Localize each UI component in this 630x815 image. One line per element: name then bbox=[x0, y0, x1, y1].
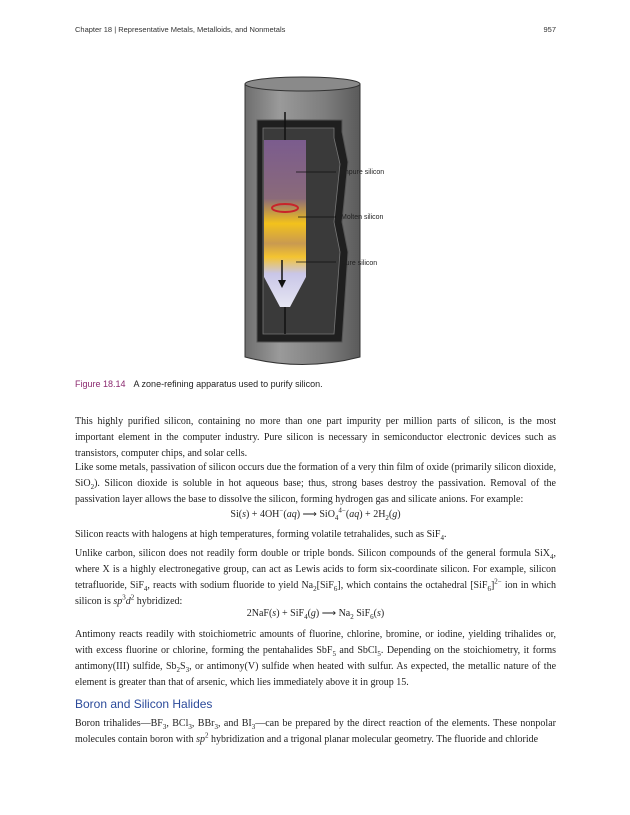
figure-number: Figure 18.14 bbox=[75, 379, 126, 389]
label-impure-silicon: Impure silicon bbox=[341, 169, 385, 176]
label-molten-silicon: Molten silicon bbox=[341, 214, 384, 221]
paragraph-2: Like some metals, passivation of silicon occurs due the formation of a very thin film of oxide (primarily silicon dioxide, SiO$_2$). Silicon dioxide is soluble in hot aqueous base; thus, strong bases destroy the passivation. Removal of the passivation layer allows the base to dissolve the silicon, forming hydrogen gas and silicate anions. For example: bbox=[75, 462, 556, 505]
figure-caption-text: A zone-refining apparatus used to purify silicon. bbox=[133, 379, 323, 389]
label-pure-silicon: Pure silicon bbox=[341, 260, 378, 267]
zone-refining-figure bbox=[230, 72, 400, 372]
figure-caption bbox=[75, 379, 323, 389]
page-number: 957 bbox=[543, 25, 556, 34]
paragraph-5: Antimony reacts readily with stoichiometric amounts of fluorine, chlorine, bromine, or iodine, yielding trihalides or, with excess fluorine or chlorine, forming the pentahalides SbF$_5$ and SbCl$_5$. Depending on the stoichiometry, it forms antimony(III) sulfide, $Sb_2S_3$, or antimony(V) sulfide when heated with sulfur. As expected, the metallic nature of the element is greater than that of arsenic, which lies immediately above it in group 15. bbox=[75, 629, 557, 688]
equation-2: 2NaF(s) + SiF$_4$(g) ⟶ $Na_2$ SiF$_6$(s) bbox=[246, 608, 385, 621]
equation-1: Si(s) + 4OH−(aq) ⟶ $SiO_4^{4-}(aq) + 2H_2(g)$ bbox=[230, 506, 401, 522]
paragraph-4: Unlike carbon, silicon does not readily form double or triple bonds. Silicon compounds of the general formula SiX$_4$, where X is a highly electronegative group, can act as Lewis acids to form six-coordinate silicon. For example, silicon tetrafluoride, SiF$_4$, reacts with sodium fluoride to yield $Na_2[SiF_6]$, which contains the octahedral $[SiF_6]^{2-}$ ion in which silicon is $sp^3d^2$ hybridized: bbox=[75, 548, 556, 607]
paragraph-6: Boron $trihalides—BF_3$, BCl$_3$, BBr$_3$, and $BI_3—can$ be prepared by the direct reaction of the elements. These nonpolar molecules contain boron with $sp^2$ hybridization and a trigonal planar molecular geometry. The fluoride and chloride bbox=[75, 718, 556, 745]
paragraph-1: This highly purified silicon, containing no more than one part impurity per million parts of silicon, is the most important element in the computer industry. Pure silicon is necessary in semiconductor electronic devices such as transistors, computer chips, and solar cells. bbox=[75, 416, 556, 459]
paragraph-3: Silicon reacts with halogens at high temperatures, forming volatile tetrahalides, such as SiF$_4$. bbox=[75, 529, 447, 542]
section-heading: Boron and Silicon Halides bbox=[75, 697, 213, 711]
running-header: Chapter 18 | Representative Metals, Metalloids, and Nonmetals bbox=[75, 25, 286, 34]
